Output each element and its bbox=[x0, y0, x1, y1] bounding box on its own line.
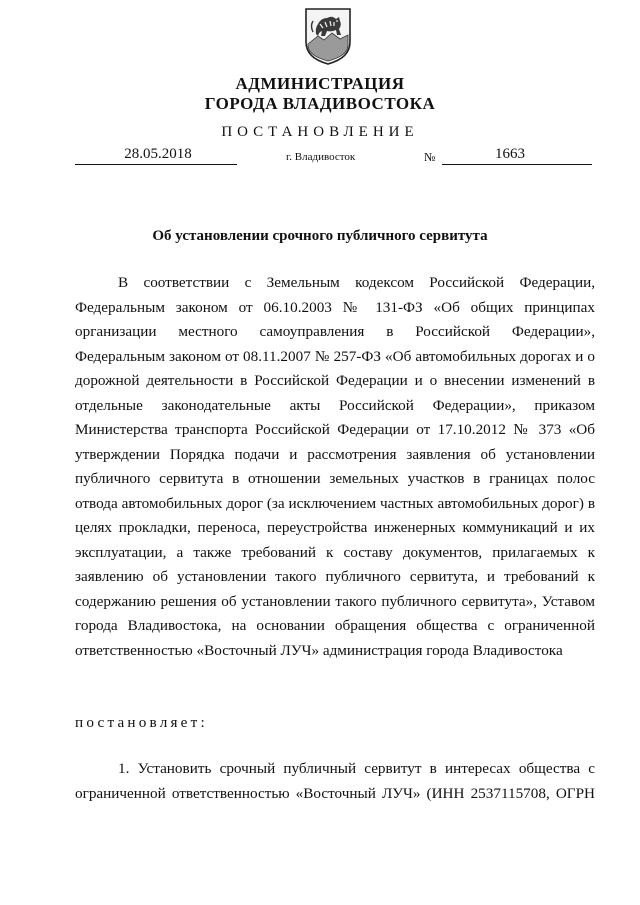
vladivostok-coat-of-arms-icon bbox=[303, 6, 353, 66]
preamble-line: ответственностью «Восточный ЛУЧ» администрация города Владивостока bbox=[75, 641, 563, 659]
preamble-line: дорожной деятельности в Российской Федерации и о внесении изменений в bbox=[75, 372, 595, 389]
preamble-line: Министерства транспорта Российской Федерации от 17.10.2012 № 373 «Об bbox=[75, 421, 595, 438]
item-1-paragraph bbox=[75, 757, 595, 806]
preamble-line: публичного сервитута в отношении земельных участков в границах полос bbox=[75, 470, 595, 487]
date-underline bbox=[75, 164, 237, 165]
preamble-line: города Владивостока, на основании обращения общества с ограниченной bbox=[75, 617, 595, 634]
preamble-line: Федеральным законом от 06.10.2003 № 131-ФЗ «Об общих принципах bbox=[75, 298, 595, 316]
preamble-line: эксплуатации, а также требований к составу документов, прилагаемых к bbox=[75, 543, 595, 561]
number-sign: № bbox=[424, 150, 436, 164]
document-date: 28.05.2018 bbox=[124, 146, 192, 162]
number-underline bbox=[442, 164, 592, 165]
document-number: 1663 bbox=[495, 146, 525, 162]
organization-name-line1: АДМИНИСТРАЦИЯ bbox=[235, 74, 405, 93]
document-type: ПОСТАНОВЛЕНИЕ bbox=[221, 124, 419, 140]
document-subject: Об установлении срочного публичного сервитута bbox=[152, 228, 488, 244]
document-city: г. Владивосток bbox=[286, 151, 356, 163]
preamble-line: отвода автомобильных дорог (за исключением частных автомобильных дорог) в bbox=[75, 494, 595, 512]
preamble-line: отдельные законодательные акты Российской Федерации», приказом bbox=[75, 396, 595, 414]
preamble-line: организации местного самоуправления в Российской Федерации», bbox=[75, 323, 595, 340]
preamble-line: Федеральным законом от 08.11.2007 № 257-ФЗ «Об автомобильных дорогах и о bbox=[75, 347, 595, 365]
item-1-line: ограниченной ответственностью «Восточный ЛУЧ» (ИНН 2537115708, ОГРН bbox=[75, 784, 595, 802]
organization-name-line2: ГОРОДА ВЛАДИВОСТОКА bbox=[204, 94, 436, 113]
preamble-line: В соответствии с Земельным кодексом Российской Федерации, bbox=[118, 274, 595, 291]
preamble-line: утверждении Порядка подачи и рассмотрения заявления об установлении bbox=[75, 445, 595, 463]
preamble-line: заявлению об установлении такого публичного сервитута, и требований к bbox=[75, 568, 595, 585]
preamble-paragraph bbox=[75, 271, 595, 663]
preamble-line: содержанию решения об установлении такого публичного сервитута», Уставом bbox=[75, 592, 595, 610]
item-1-line: 1. Установить срочный публичный сервитут в интересах общества с bbox=[118, 760, 595, 777]
decree-word: постановляет: bbox=[75, 714, 208, 731]
preamble-line: целях прокладки, переноса, переустройства инженерных коммуникаций и их bbox=[75, 519, 595, 536]
